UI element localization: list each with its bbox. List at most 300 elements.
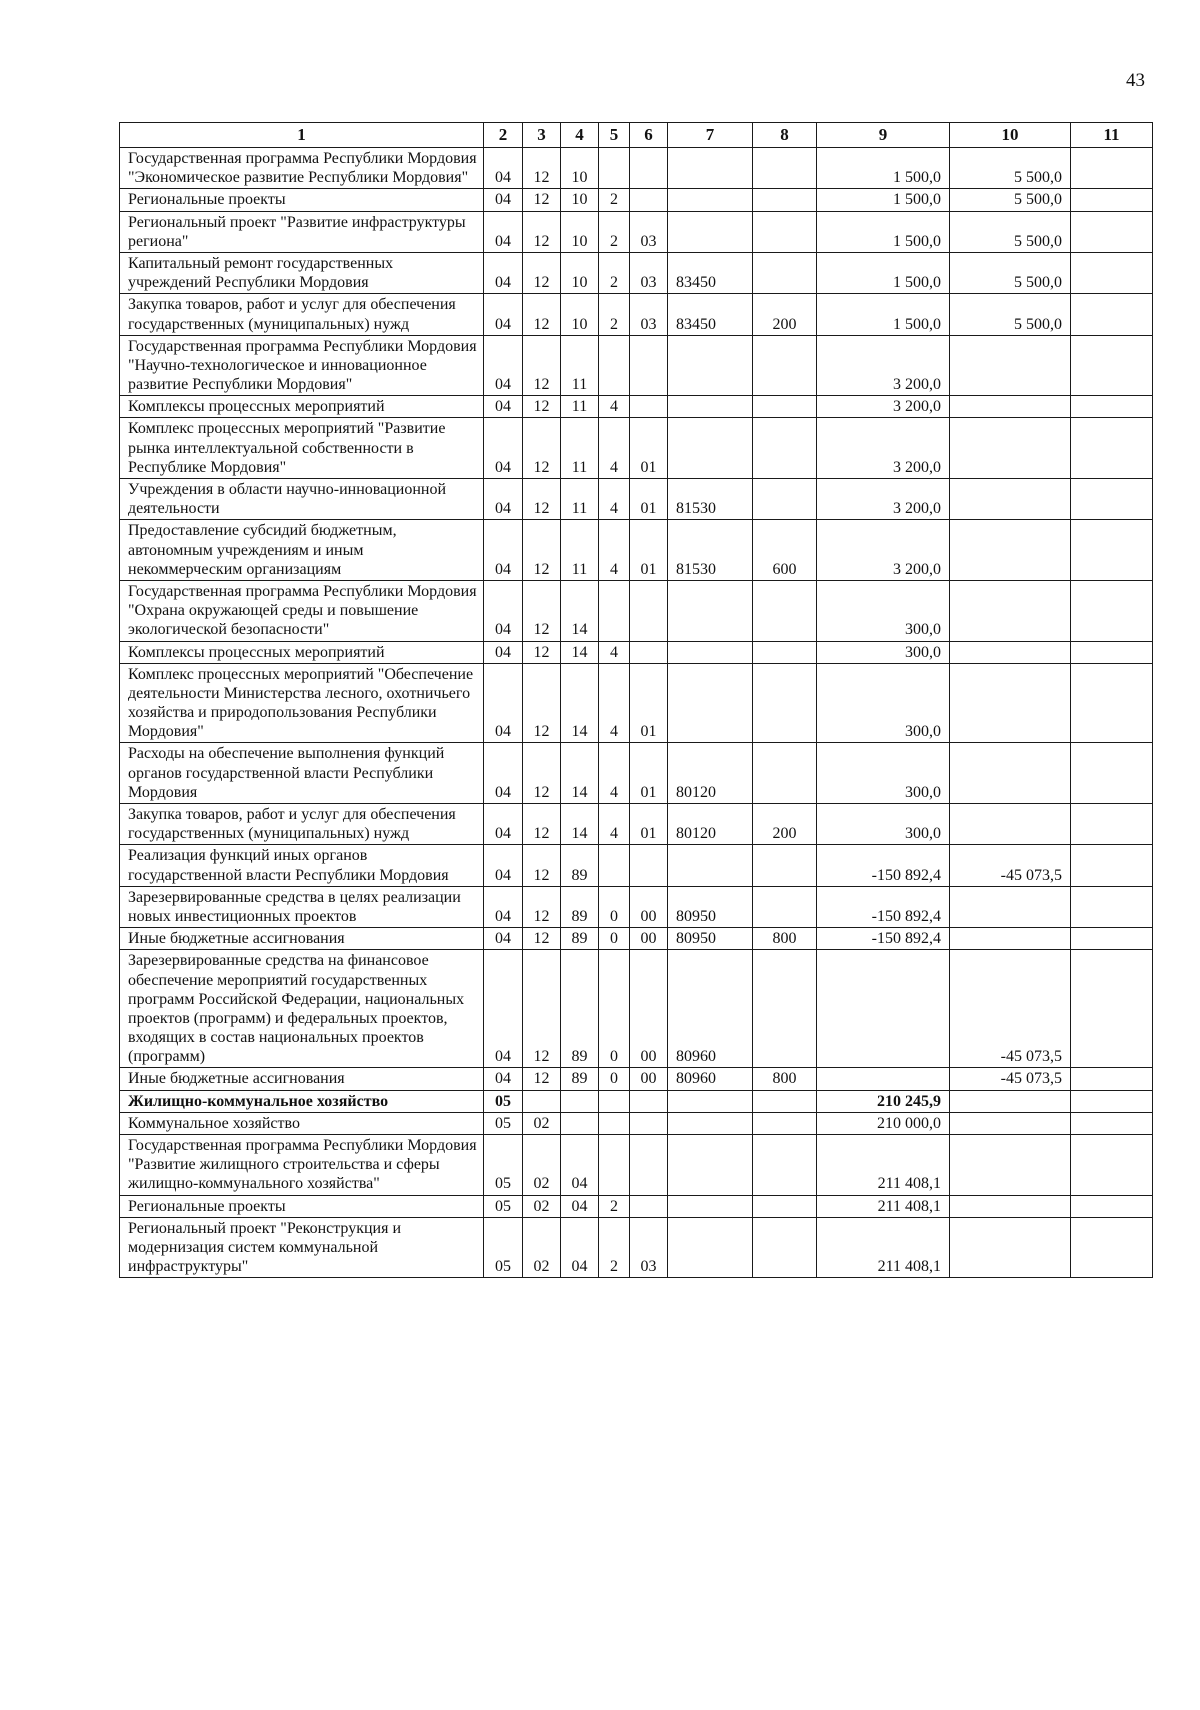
amount-10-cell: -45 073,5 bbox=[950, 950, 1071, 1068]
amount-9-cell: 300,0 bbox=[817, 641, 950, 663]
code-4-cell: 04 bbox=[561, 1217, 599, 1278]
amount-10-cell bbox=[950, 1195, 1071, 1217]
column-header-9: 9 bbox=[817, 123, 950, 148]
code-5-cell: 0 bbox=[599, 886, 630, 927]
code-4-cell: 11 bbox=[561, 520, 599, 581]
amount-10-cell bbox=[950, 928, 1071, 950]
amount-11-cell bbox=[1071, 845, 1153, 886]
code-6-cell: 03 bbox=[630, 294, 668, 335]
amount-11-cell bbox=[1071, 950, 1153, 1068]
amount-9-cell: -150 892,4 bbox=[817, 928, 950, 950]
code-7-cell bbox=[668, 418, 753, 479]
amount-11-cell bbox=[1071, 1195, 1153, 1217]
code-5-cell: 0 bbox=[599, 1068, 630, 1090]
amount-11-cell bbox=[1071, 1112, 1153, 1134]
code-3-cell: 12 bbox=[523, 294, 561, 335]
code-4-cell: 89 bbox=[561, 928, 599, 950]
table-body bbox=[120, 148, 1153, 1278]
amount-11-cell bbox=[1071, 663, 1153, 743]
code-6-cell: 03 bbox=[630, 211, 668, 252]
code-6-cell: 01 bbox=[630, 663, 668, 743]
amount-10-cell bbox=[950, 804, 1071, 845]
amount-9-cell: 300,0 bbox=[817, 804, 950, 845]
amount-9-cell: 1 500,0 bbox=[817, 252, 950, 293]
code-5-cell: 2 bbox=[599, 252, 630, 293]
code-3-cell: 12 bbox=[523, 335, 561, 396]
amount-9-cell bbox=[817, 1068, 950, 1090]
code-7-cell: 81530 bbox=[668, 520, 753, 581]
code-6-cell: 01 bbox=[630, 418, 668, 479]
column-header-1: 1 bbox=[120, 123, 484, 148]
row-name-cell: Иные бюджетные ассигнования bbox=[120, 928, 484, 950]
code-6-cell: 00 bbox=[630, 950, 668, 1068]
code-7-cell: 80960 bbox=[668, 1068, 753, 1090]
code-6-cell bbox=[630, 845, 668, 886]
table-row bbox=[120, 580, 1153, 641]
table-row bbox=[120, 252, 1153, 293]
row-name-cell: Государственная программа Республики Мордовия "Научно-технологическое и инновационное развитие Республики Мордовия" bbox=[120, 335, 484, 396]
amount-11-cell bbox=[1071, 294, 1153, 335]
code-8-cell bbox=[753, 886, 817, 927]
amount-9-cell: 300,0 bbox=[817, 663, 950, 743]
code-7-cell: 80120 bbox=[668, 743, 753, 804]
amount-9-cell: 1 500,0 bbox=[817, 294, 950, 335]
row-name-cell: Расходы на обеспечение выполнения функций органов государственной власти Республики Мордовия bbox=[120, 743, 484, 804]
code-5-cell: 2 bbox=[599, 1195, 630, 1217]
code-4-cell: 10 bbox=[561, 148, 599, 189]
code-7-cell bbox=[668, 211, 753, 252]
code-6-cell: 01 bbox=[630, 520, 668, 581]
code-8-cell bbox=[753, 663, 817, 743]
code-8-cell bbox=[753, 1112, 817, 1134]
code-4-cell: 11 bbox=[561, 335, 599, 396]
code-2-cell: 05 bbox=[484, 1217, 523, 1278]
amount-11-cell bbox=[1071, 211, 1153, 252]
row-name-cell: Капитальный ремонт государственных учреждений Республики Мордовия bbox=[120, 252, 484, 293]
amount-9-cell: 211 408,1 bbox=[817, 1195, 950, 1217]
code-7-cell bbox=[668, 845, 753, 886]
code-5-cell: 4 bbox=[599, 743, 630, 804]
code-8-cell bbox=[753, 845, 817, 886]
code-5-cell: 4 bbox=[599, 479, 630, 520]
code-3-cell: 02 bbox=[523, 1135, 561, 1196]
code-8-cell bbox=[753, 418, 817, 479]
row-name-cell: Закупка товаров, работ и услуг для обеспечения государственных (муниципальных) нужд bbox=[120, 804, 484, 845]
amount-11-cell bbox=[1071, 1135, 1153, 1196]
code-5-cell: 0 bbox=[599, 950, 630, 1068]
code-2-cell: 04 bbox=[484, 211, 523, 252]
code-7-cell: 80950 bbox=[668, 886, 753, 927]
code-7-cell bbox=[668, 335, 753, 396]
code-4-cell: 11 bbox=[561, 396, 599, 418]
row-name-cell: Комплексы процессных мероприятий bbox=[120, 641, 484, 663]
code-7-cell: 80960 bbox=[668, 950, 753, 1068]
table-row bbox=[120, 148, 1153, 189]
code-2-cell: 04 bbox=[484, 418, 523, 479]
code-4-cell bbox=[561, 1112, 599, 1134]
code-3-cell: 12 bbox=[523, 396, 561, 418]
code-6-cell bbox=[630, 1090, 668, 1112]
code-5-cell: 4 bbox=[599, 663, 630, 743]
code-7-cell bbox=[668, 1090, 753, 1112]
code-3-cell: 02 bbox=[523, 1217, 561, 1278]
code-3-cell: 12 bbox=[523, 950, 561, 1068]
table-row bbox=[120, 641, 1153, 663]
table-row bbox=[120, 845, 1153, 886]
amount-9-cell: 3 200,0 bbox=[817, 479, 950, 520]
code-2-cell: 04 bbox=[484, 950, 523, 1068]
code-4-cell bbox=[561, 1090, 599, 1112]
code-2-cell: 04 bbox=[484, 804, 523, 845]
row-name-cell: Коммунальное хозяйство bbox=[120, 1112, 484, 1134]
code-6-cell bbox=[630, 641, 668, 663]
row-name-cell: Комплекс процессных мероприятий "Развитие рынка интеллектуальной собственности в Республике Мордовия" bbox=[120, 418, 484, 479]
amount-10-cell: 5 500,0 bbox=[950, 148, 1071, 189]
code-3-cell: 12 bbox=[523, 663, 561, 743]
amount-10-cell bbox=[950, 520, 1071, 581]
code-3-cell: 12 bbox=[523, 189, 561, 211]
column-header-5: 5 bbox=[599, 123, 630, 148]
code-5-cell: 4 bbox=[599, 520, 630, 581]
amount-9-cell: 300,0 bbox=[817, 580, 950, 641]
code-6-cell bbox=[630, 1135, 668, 1196]
amount-11-cell bbox=[1071, 743, 1153, 804]
code-2-cell: 04 bbox=[484, 886, 523, 927]
code-7-cell bbox=[668, 641, 753, 663]
code-8-cell: 600 bbox=[753, 520, 817, 581]
code-2-cell: 04 bbox=[484, 641, 523, 663]
code-3-cell: 12 bbox=[523, 418, 561, 479]
table-row bbox=[120, 1135, 1153, 1196]
code-5-cell: 4 bbox=[599, 418, 630, 479]
table-row bbox=[120, 335, 1153, 396]
amount-11-cell bbox=[1071, 520, 1153, 581]
amount-9-cell: 3 200,0 bbox=[817, 418, 950, 479]
table-row bbox=[120, 520, 1153, 581]
code-2-cell: 04 bbox=[484, 580, 523, 641]
amount-9-cell: 300,0 bbox=[817, 743, 950, 804]
amount-10-cell: 5 500,0 bbox=[950, 294, 1071, 335]
row-name-cell: Предоставление субсидий бюджетным, автономным учреждениям и иным некоммерческим организациям bbox=[120, 520, 484, 581]
code-6-cell: 00 bbox=[630, 886, 668, 927]
code-3-cell: 12 bbox=[523, 743, 561, 804]
amount-10-cell bbox=[950, 886, 1071, 927]
amount-9-cell: 1 500,0 bbox=[817, 211, 950, 252]
code-5-cell bbox=[599, 335, 630, 396]
table-row bbox=[120, 1112, 1153, 1134]
row-name-cell: Государственная программа Республики Мордовия "Развитие жилищного строительства и сферы жилищно-коммунального хозяйства" bbox=[120, 1135, 484, 1196]
amount-10-cell bbox=[950, 580, 1071, 641]
code-8-cell: 200 bbox=[753, 294, 817, 335]
code-7-cell bbox=[668, 580, 753, 641]
amount-10-cell bbox=[950, 335, 1071, 396]
code-4-cell: 10 bbox=[561, 252, 599, 293]
code-4-cell: 10 bbox=[561, 294, 599, 335]
code-4-cell: 04 bbox=[561, 1135, 599, 1196]
code-3-cell: 12 bbox=[523, 845, 561, 886]
code-7-cell bbox=[668, 148, 753, 189]
code-5-cell bbox=[599, 580, 630, 641]
amount-10-cell: 5 500,0 bbox=[950, 211, 1071, 252]
code-8-cell bbox=[753, 950, 817, 1068]
code-7-cell bbox=[668, 189, 753, 211]
column-header-7: 7 bbox=[668, 123, 753, 148]
code-4-cell: 11 bbox=[561, 479, 599, 520]
code-8-cell bbox=[753, 1217, 817, 1278]
row-name-cell: Региональные проекты bbox=[120, 189, 484, 211]
code-5-cell: 4 bbox=[599, 641, 630, 663]
row-name-cell: Учреждения в области научно-инновационной деятельности bbox=[120, 479, 484, 520]
row-name-cell: Зарезервированные средства в целях реализации новых инвестиционных проектов bbox=[120, 886, 484, 927]
code-2-cell: 04 bbox=[484, 1068, 523, 1090]
amount-10-cell: 5 500,0 bbox=[950, 189, 1071, 211]
budget-table-container bbox=[119, 122, 1152, 1278]
code-4-cell: 04 bbox=[561, 1195, 599, 1217]
code-5-cell bbox=[599, 845, 630, 886]
code-3-cell: 12 bbox=[523, 804, 561, 845]
table-row bbox=[120, 886, 1153, 927]
code-2-cell: 05 bbox=[484, 1195, 523, 1217]
table-row bbox=[120, 396, 1153, 418]
code-3-cell: 02 bbox=[523, 1112, 561, 1134]
code-2-cell: 04 bbox=[484, 148, 523, 189]
code-7-cell bbox=[668, 663, 753, 743]
amount-10-cell: -45 073,5 bbox=[950, 1068, 1071, 1090]
row-name-cell: Реализация функций иных органов государственной власти Республики Мордовия bbox=[120, 845, 484, 886]
code-7-cell: 83450 bbox=[668, 252, 753, 293]
row-name-cell: Региональные проекты bbox=[120, 1195, 484, 1217]
code-2-cell: 04 bbox=[484, 928, 523, 950]
code-2-cell: 04 bbox=[484, 663, 523, 743]
code-5-cell: 2 bbox=[599, 211, 630, 252]
amount-10-cell bbox=[950, 743, 1071, 804]
code-5-cell bbox=[599, 148, 630, 189]
code-2-cell: 05 bbox=[484, 1090, 523, 1112]
row-name-cell: Региональный проект "Развитие инфраструктуры региона" bbox=[120, 211, 484, 252]
budget-table bbox=[119, 122, 1153, 1278]
code-4-cell: 10 bbox=[561, 211, 599, 252]
code-4-cell: 89 bbox=[561, 950, 599, 1068]
column-header-2: 2 bbox=[484, 123, 523, 148]
code-2-cell: 04 bbox=[484, 396, 523, 418]
code-7-cell: 80950 bbox=[668, 928, 753, 950]
code-6-cell bbox=[630, 189, 668, 211]
row-name-cell: Зарезервированные средства на финансовое обеспечение мероприятий государственных программ Российской Федерации, национальных проектов (программ) и федеральных проектов, входящих в состав национальных проектов (программ) bbox=[120, 950, 484, 1068]
row-name-cell: Иные бюджетные ассигнования bbox=[120, 1068, 484, 1090]
code-2-cell: 05 bbox=[484, 1135, 523, 1196]
code-7-cell bbox=[668, 1135, 753, 1196]
amount-11-cell bbox=[1071, 804, 1153, 845]
amount-10-cell bbox=[950, 663, 1071, 743]
page-number: 43 bbox=[1126, 70, 1145, 91]
code-3-cell: 12 bbox=[523, 928, 561, 950]
amount-9-cell: 3 200,0 bbox=[817, 335, 950, 396]
column-header-10: 10 bbox=[950, 123, 1071, 148]
amount-11-cell bbox=[1071, 418, 1153, 479]
code-8-cell bbox=[753, 211, 817, 252]
amount-10-cell bbox=[950, 418, 1071, 479]
code-7-cell: 83450 bbox=[668, 294, 753, 335]
code-2-cell: 04 bbox=[484, 294, 523, 335]
code-6-cell bbox=[630, 335, 668, 396]
row-name-cell: Жилищно-коммунальное хозяйство bbox=[120, 1090, 484, 1112]
amount-10-cell bbox=[950, 479, 1071, 520]
amount-11-cell bbox=[1071, 148, 1153, 189]
amount-9-cell: 3 200,0 bbox=[817, 396, 950, 418]
amount-9-cell: 211 408,1 bbox=[817, 1135, 950, 1196]
code-8-cell: 800 bbox=[753, 1068, 817, 1090]
table-row bbox=[120, 1090, 1153, 1112]
table-row bbox=[120, 804, 1153, 845]
table-row bbox=[120, 211, 1153, 252]
amount-10-cell: -45 073,5 bbox=[950, 845, 1071, 886]
code-4-cell: 10 bbox=[561, 189, 599, 211]
code-2-cell: 04 bbox=[484, 743, 523, 804]
amount-9-cell: 211 408,1 bbox=[817, 1217, 950, 1278]
code-5-cell bbox=[599, 1112, 630, 1134]
amount-11-cell bbox=[1071, 396, 1153, 418]
table-row bbox=[120, 1195, 1153, 1217]
amount-11-cell bbox=[1071, 928, 1153, 950]
amount-10-cell bbox=[950, 641, 1071, 663]
amount-11-cell bbox=[1071, 335, 1153, 396]
code-6-cell: 03 bbox=[630, 252, 668, 293]
code-5-cell: 4 bbox=[599, 396, 630, 418]
table-row bbox=[120, 743, 1153, 804]
amount-10-cell bbox=[950, 1135, 1071, 1196]
amount-11-cell bbox=[1071, 886, 1153, 927]
code-5-cell: 2 bbox=[599, 294, 630, 335]
amount-9-cell: 210 000,0 bbox=[817, 1112, 950, 1134]
code-3-cell: 12 bbox=[523, 479, 561, 520]
code-5-cell: 2 bbox=[599, 1217, 630, 1278]
code-5-cell: 0 bbox=[599, 928, 630, 950]
code-6-cell: 01 bbox=[630, 479, 668, 520]
code-8-cell bbox=[753, 335, 817, 396]
code-5-cell bbox=[599, 1135, 630, 1196]
code-5-cell: 4 bbox=[599, 804, 630, 845]
code-8-cell bbox=[753, 396, 817, 418]
column-header-8: 8 bbox=[753, 123, 817, 148]
code-3-cell: 12 bbox=[523, 886, 561, 927]
table-row bbox=[120, 1068, 1153, 1090]
code-3-cell: 12 bbox=[523, 641, 561, 663]
code-4-cell: 14 bbox=[561, 580, 599, 641]
column-header-4: 4 bbox=[561, 123, 599, 148]
code-6-cell: 01 bbox=[630, 743, 668, 804]
amount-11-cell bbox=[1071, 1068, 1153, 1090]
code-6-cell bbox=[630, 580, 668, 641]
code-4-cell: 89 bbox=[561, 1068, 599, 1090]
row-name-cell: Государственная программа Республики Мордовия "Экономическое развитие Республики Мордовия" bbox=[120, 148, 484, 189]
code-6-cell bbox=[630, 1195, 668, 1217]
code-6-cell: 01 bbox=[630, 804, 668, 845]
code-3-cell: 12 bbox=[523, 211, 561, 252]
code-3-cell: 12 bbox=[523, 1068, 561, 1090]
table-row bbox=[120, 950, 1153, 1068]
amount-9-cell: 3 200,0 bbox=[817, 520, 950, 581]
table-row bbox=[120, 189, 1153, 211]
code-6-cell: 00 bbox=[630, 928, 668, 950]
code-6-cell: 00 bbox=[630, 1068, 668, 1090]
table-row bbox=[120, 479, 1153, 520]
code-4-cell: 14 bbox=[561, 663, 599, 743]
amount-10-cell bbox=[950, 1090, 1071, 1112]
code-8-cell: 800 bbox=[753, 928, 817, 950]
table-row bbox=[120, 928, 1153, 950]
amount-10-cell bbox=[950, 1112, 1071, 1134]
amount-11-cell bbox=[1071, 641, 1153, 663]
code-7-cell bbox=[668, 1195, 753, 1217]
row-name-cell: Региональный проект "Реконструкция и модернизация систем коммунальной инфраструктуры" bbox=[120, 1217, 484, 1278]
column-header-3: 3 bbox=[523, 123, 561, 148]
amount-9-cell: 1 500,0 bbox=[817, 148, 950, 189]
code-3-cell: 12 bbox=[523, 580, 561, 641]
code-4-cell: 14 bbox=[561, 743, 599, 804]
amount-10-cell: 5 500,0 bbox=[950, 252, 1071, 293]
amount-11-cell bbox=[1071, 580, 1153, 641]
code-8-cell bbox=[753, 1090, 817, 1112]
column-header-6: 6 bbox=[630, 123, 668, 148]
amount-11-cell bbox=[1071, 252, 1153, 293]
amount-9-cell: -150 892,4 bbox=[817, 886, 950, 927]
code-3-cell: 12 bbox=[523, 520, 561, 581]
code-4-cell: 14 bbox=[561, 804, 599, 845]
code-4-cell: 11 bbox=[561, 418, 599, 479]
code-2-cell: 04 bbox=[484, 520, 523, 581]
amount-11-cell bbox=[1071, 1090, 1153, 1112]
code-3-cell: 12 bbox=[523, 148, 561, 189]
amount-10-cell bbox=[950, 396, 1071, 418]
table-row bbox=[120, 418, 1153, 479]
code-3-cell: 12 bbox=[523, 252, 561, 293]
table-row bbox=[120, 663, 1153, 743]
header-row bbox=[120, 123, 1153, 148]
amount-9-cell: 210 245,9 bbox=[817, 1090, 950, 1112]
code-7-cell: 81530 bbox=[668, 479, 753, 520]
code-4-cell: 89 bbox=[561, 886, 599, 927]
code-5-cell bbox=[599, 1090, 630, 1112]
row-name-cell: Комплекс процессных мероприятий "Обеспечение деятельности Министерства лесного, охотничьего хозяйства и природопользования Республики Мордовия" bbox=[120, 663, 484, 743]
code-2-cell: 04 bbox=[484, 845, 523, 886]
code-8-cell bbox=[753, 1135, 817, 1196]
row-name-cell: Комплексы процессных мероприятий bbox=[120, 396, 484, 418]
code-6-cell bbox=[630, 148, 668, 189]
row-name-cell: Закупка товаров, работ и услуг для обеспечения государственных (муниципальных) нужд bbox=[120, 294, 484, 335]
code-8-cell bbox=[753, 148, 817, 189]
code-3-cell: 02 bbox=[523, 1195, 561, 1217]
code-2-cell: 04 bbox=[484, 335, 523, 396]
code-4-cell: 89 bbox=[561, 845, 599, 886]
code-6-cell: 03 bbox=[630, 1217, 668, 1278]
code-2-cell: 04 bbox=[484, 252, 523, 293]
code-8-cell bbox=[753, 189, 817, 211]
code-8-cell bbox=[753, 743, 817, 804]
code-2-cell: 04 bbox=[484, 189, 523, 211]
amount-9-cell bbox=[817, 950, 950, 1068]
amount-9-cell: 1 500,0 bbox=[817, 189, 950, 211]
code-2-cell: 04 bbox=[484, 479, 523, 520]
row-name-cell: Государственная программа Республики Мордовия "Охрана окружающей среды и повышение экологической безопасности" bbox=[120, 580, 484, 641]
amount-11-cell bbox=[1071, 1217, 1153, 1278]
code-2-cell: 05 bbox=[484, 1112, 523, 1134]
table-row bbox=[120, 1217, 1153, 1278]
code-8-cell bbox=[753, 1195, 817, 1217]
code-7-cell bbox=[668, 1217, 753, 1278]
code-8-cell bbox=[753, 641, 817, 663]
code-6-cell bbox=[630, 396, 668, 418]
column-header-11: 11 bbox=[1071, 123, 1153, 148]
